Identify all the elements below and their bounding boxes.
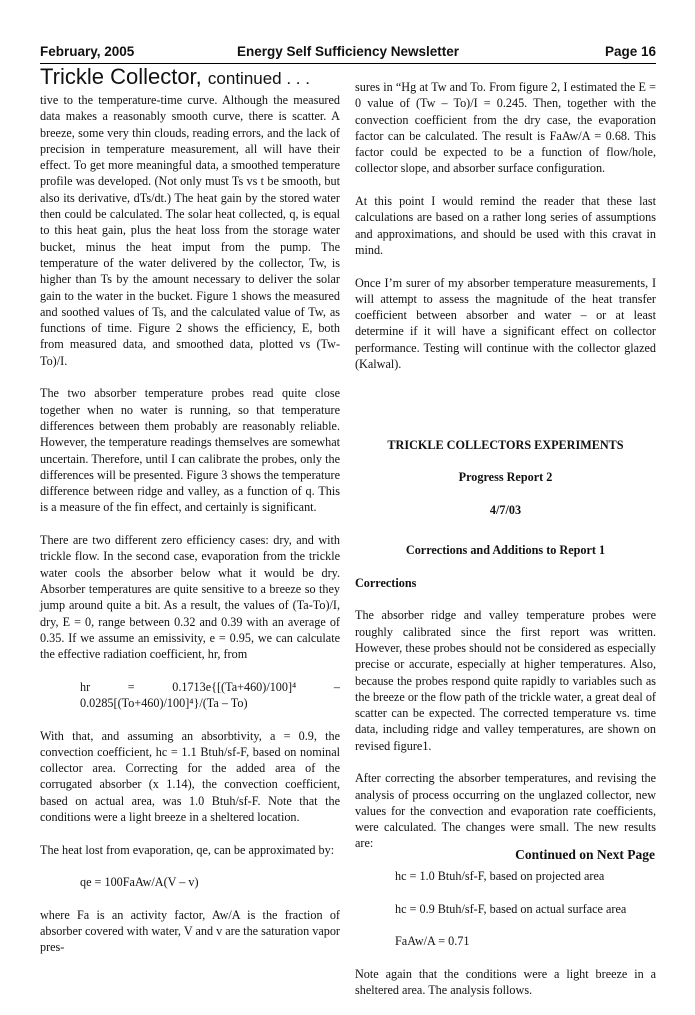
paragraph: The two absorber temperature probes read quite close together when no water is running, so that temperature differences between them probably are reasonably reliable. However, the temperature readings themselves are somewhat uncertain. Therefore, until I can calibrate the probes, only the differences will be presented. Figure 3 shows the temperature difference between ridge and valley, as a function of q. This is a measure of the fin effect, and certainly is significant. — [40, 386, 340, 515]
report-subtitle: Progress Report 2 — [458, 470, 553, 485]
equation-hr: hr = 0.1713e{[(Ta+460)/100]⁴ – 0.0285[(To+460)/100]⁴}/(Ta – To) — [80, 679, 340, 710]
paragraph: After correcting the absorber temperatures, and revising the analysis of process occurring on the unglazed collector, new values for the convection and evaporation rate coefficients, were calculated. The changes were small. The new results are: — [355, 771, 656, 851]
paragraph: The absorber ridge and valley temperature probes were roughly calibrated since the first report was written. However, these probes should not be considered as especially precise or accurate, especially at higher temperatures. Also, because the probes respond quite rapidly to variables such as the breeze or the flow path of the trickle water, a great deal of scatter can be expected. The corrected temperature vs. time data, including ridge and valley temperatures, are shown on revised figure1. — [355, 608, 656, 753]
paragraph: tive to the temperature-time curve. Although the measured data makes a reasonably smooth curve, there is scatter. A breeze, some very thin clouds, reading errors, and the lack of precision in temperature measurement, all will have their effect. To get more meaningful data, a smoothed temperature profile was developed. (Not only must Ts vs t be smooth, but also its derivative, dTs/dt.) The heat gain by the stored water then could be calculated. The solar heat collected, q, is equal to this heat gain, plus the heat loss from the storage water bucket, minus the heat imput from the pump. The temperature of the water delivered by the collector, Tw, is higher than Ts by the amount necessary to deliver the solar gain to the water in the bucket. Figure 1 shows the measured and soothed values of Ts, and the calculated value of Tw, as functions of time. Figure 2 shows the efficiency, E, both from measured data, and smoothed data, plotted vs (Tw-To)/I. — [40, 93, 340, 368]
article-title-continued: continued . . . — [207, 69, 310, 88]
paragraph: Note again that the conditions were a light breeze in a sheltered area. The analysis follows. — [355, 966, 656, 998]
paragraph: Once I’m surer of my absorber temperature measurements, I will attempt to assess the magnitude of the heat transfer coefficient between absorber and water – or at least determine if it will have a significant effect on collector performance. Testing will continue with the collector glazed (Kalwal). — [355, 275, 656, 372]
subsection-heading: Corrections — [355, 575, 417, 590]
left-column — [40, 92, 340, 972]
result-line: FaAw/A = 0.71 — [395, 934, 470, 949]
spacer — [355, 389, 656, 437]
header-newsletter-title: Energy Self Sufficiency Newsletter — [236, 44, 460, 59]
paragraph: There are two different zero efficiency cases: dry, and with trickle flow. In the second case, evaporation from the trickle water cools the absorber below what it would be dry. Absorber temperatures are quite sensitive to a breeze so they jump around quite a bit. As a result, the values of (Ta-To)/I, dry, E = 0, range between 0.32 and 0.39 with an average of 0.35. If we assume an emissivity, e = 0.95, we can calculate the effective radiation coefficient, hr, from — [40, 533, 340, 662]
page-header — [40, 44, 656, 64]
report-title: TRICKLE COLLECTORS EXPERIMENTS — [387, 437, 624, 452]
article-title-main: Trickle Collector, — [40, 64, 202, 89]
continued-next-page: Continued on Next Page — [515, 847, 655, 862]
equation-qe: qe = 100FaAw/A(V – v) — [80, 875, 199, 890]
paragraph: sures in “Hg at Tw and To. From figure 2, I estimated the E = 0 value of (Tw – To)/I = 0.245. Then, together with the convection coefficient from the dry case, the evaporation factor can be calculated. The result is FaAw/A = 0.68. This factor could be expected to be a function of flow/hole, collector slope, and absorber surface configuration. — [355, 80, 656, 176]
paragraph: The heat lost from evaporation, qe, can be approximated by: — [40, 842, 335, 857]
header-page-number: Page 16 — [604, 44, 656, 59]
section-heading: Corrections and Additions to Report 1 — [405, 543, 606, 558]
paragraph: With that, and assuming an absorbtivity, a = 0.9, the convection coefficient, hc = 1.1 Btuh/sf-F, based on nominal collector area. Correcting for the added area of the corrugated absorber (x 1.14), the convection coefficient, based on actual area, was 1.0 Btuh/sf-F. Note that the conditions were a light breeze in a sheltered location. — [40, 728, 340, 825]
header-date: February, 2005 — [40, 44, 135, 59]
result-line: hc = 0.9 Btuh/sf-F, based on actual surface area — [395, 901, 627, 916]
report-date: 4/7/03 — [489, 502, 522, 517]
right-column — [355, 79, 656, 1015]
paragraph: where Fa is an activity factor, Aw/A is the fraction of absorber covered with water, V and v are the saturation vapor pres- — [40, 907, 340, 955]
result-line: hc = 1.0 Btuh/sf-F, based on projected area — [395, 869, 605, 884]
paragraph: At this point I would remind the reader that these last calculations are based on a rather long series of assumptions and approximations, and should be used with this cravat in mind. — [355, 194, 656, 257]
article-title — [40, 64, 310, 90]
